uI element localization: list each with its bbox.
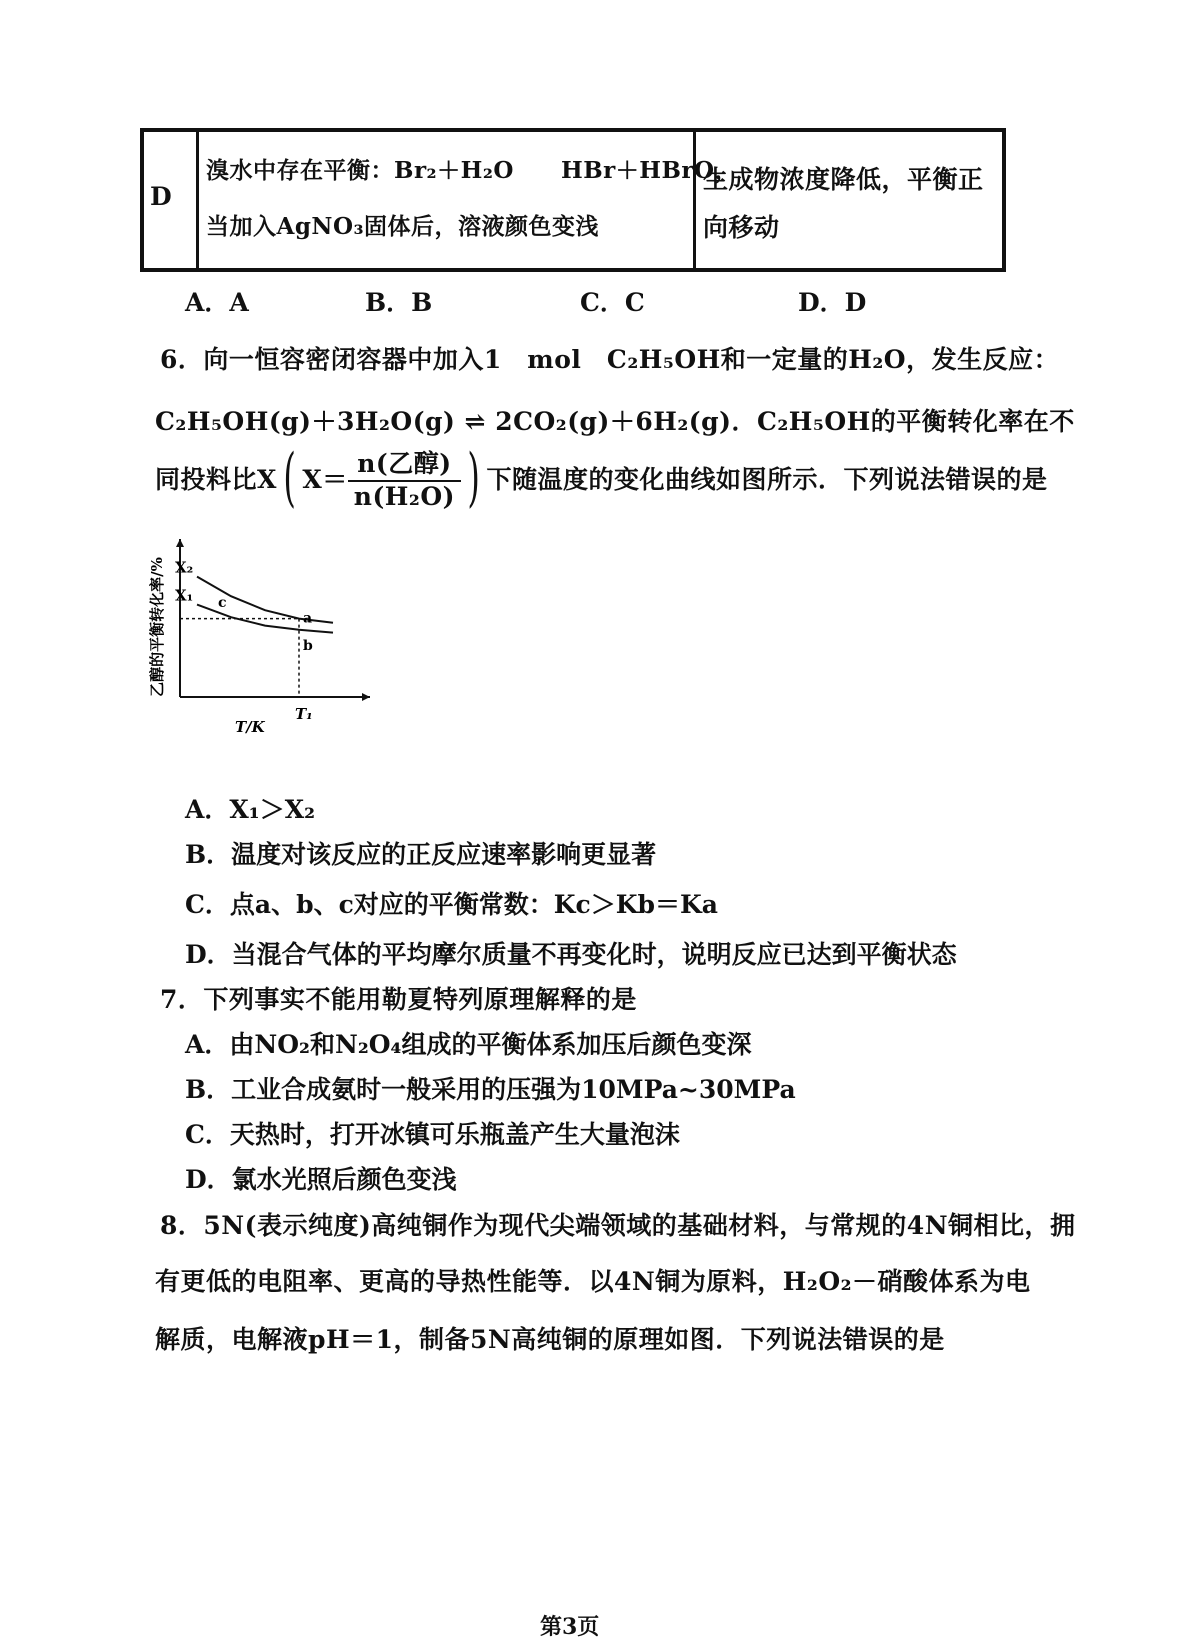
q5-option-c[interactable]: C．C <box>580 288 645 317</box>
q6-option-d[interactable]: D．当混合气体的平均摩尔质量不再变化时，说明反应已达到平衡状态 <box>185 940 957 969</box>
explanation-line-1: 生成物浓度降低，平衡正 <box>703 165 984 194</box>
q6-option-b[interactable]: B．温度对该反应的正反应速率影响更显著 <box>185 840 657 869</box>
x-axis-arrow <box>362 693 370 701</box>
q6-line3-post: 下随温度的变化曲线如图所示．下列说法错误的是 <box>486 464 1048 494</box>
fraction-numerator: n(乙醇) <box>348 444 461 482</box>
q7-option-c[interactable]: C．天热时，打开冰镇可乐瓶盖产生大量泡沫 <box>185 1120 680 1149</box>
ratio-fraction <box>348 444 461 511</box>
q6-option-a[interactable]: A．X₁＞X₂ <box>185 795 316 824</box>
q6-line3-pre: 同投料比X <box>155 464 277 494</box>
table-phenomenon-cell <box>196 132 739 268</box>
q7-option-a[interactable]: A．由NO₂和N₂O₄组成的平衡体系加压后颜色变深 <box>185 1030 752 1059</box>
left-paren: ( <box>283 440 297 515</box>
page-number: 第3页 <box>540 1614 600 1640</box>
answer-table <box>140 128 1006 272</box>
series-label-1: X₂ <box>175 558 194 577</box>
q6-stem-line-2: C₂H₅OH(g)＋3H₂O(g) ⇌ 2CO₂(g)＋6H₂(g)．C₂H₅OH的平衡转化率在不 <box>155 407 1075 436</box>
y-axis-arrow <box>176 539 184 547</box>
point-label-a: a <box>303 610 313 627</box>
fraction-denominator: n(H₂O) <box>353 482 455 511</box>
q8-stem-line-2: 有更低的电阻率、更高的导热性能等．以4N铜为原料，H₂O₂－硝酸体系为电 <box>155 1267 1031 1296</box>
point-label-b: b <box>303 637 313 654</box>
table-explanation-cell <box>693 132 1002 268</box>
q8-stem-line-3: 解质，电解液pH＝1，制备5N高纯铜的原理如图．下列说法错误的是 <box>155 1325 945 1354</box>
q7-stem: 7．下列事实不能用勒夏特列原理解释的是 <box>160 985 637 1014</box>
q5-option-a[interactable]: A．A <box>185 288 249 317</box>
right-paren: ) <box>467 440 481 515</box>
point-label-c: c <box>218 594 227 611</box>
x-tick-label-t1: T₁ <box>295 705 313 723</box>
q8-stem-line-1: 8．5N(表示纯度)高纯铜作为现代尖端领域的基础材料，与常规的4N铜相比，拥 <box>160 1211 1076 1240</box>
phenomenon-line-2: 当加入AgNO₃固体后，溶液颜色变浅 <box>206 213 600 240</box>
frac-lhs: X＝ <box>302 464 348 494</box>
table-row-label-cell <box>144 132 199 268</box>
q6-stem-line-1: 6．向一恒容密闭容器中加入1 mol C₂H₅OH和一定量的H₂O，发生反应： <box>160 345 1060 374</box>
row-label: D <box>150 182 173 211</box>
explanation-line-2: 向移动 <box>703 213 780 242</box>
q5-option-d[interactable]: D．D <box>798 288 867 317</box>
conversion-temperature-chart <box>150 545 370 745</box>
q7-option-b[interactable]: B．工业合成氨时一般采用的压强为10MPa~30MPa <box>185 1075 796 1104</box>
q7-option-d[interactable]: D．氯水光照后颜色变浅 <box>185 1165 457 1194</box>
x-axis-label: T/K <box>235 718 265 736</box>
series-label-2: X₁ <box>175 586 194 605</box>
q5-option-b[interactable]: B．B <box>365 288 433 317</box>
phenomenon-line-1: 溴水中存在平衡：Br₂＋H₂O HBr＋HBrO， <box>206 157 739 184</box>
q6-option-c[interactable]: C．点a、b、c对应的平衡常数：Kc＞Kb＝Ka <box>185 890 718 919</box>
q6-stem-line-3 <box>155 440 1048 515</box>
y-axis-label: 乙醇的平衡转化率/% <box>148 557 166 697</box>
